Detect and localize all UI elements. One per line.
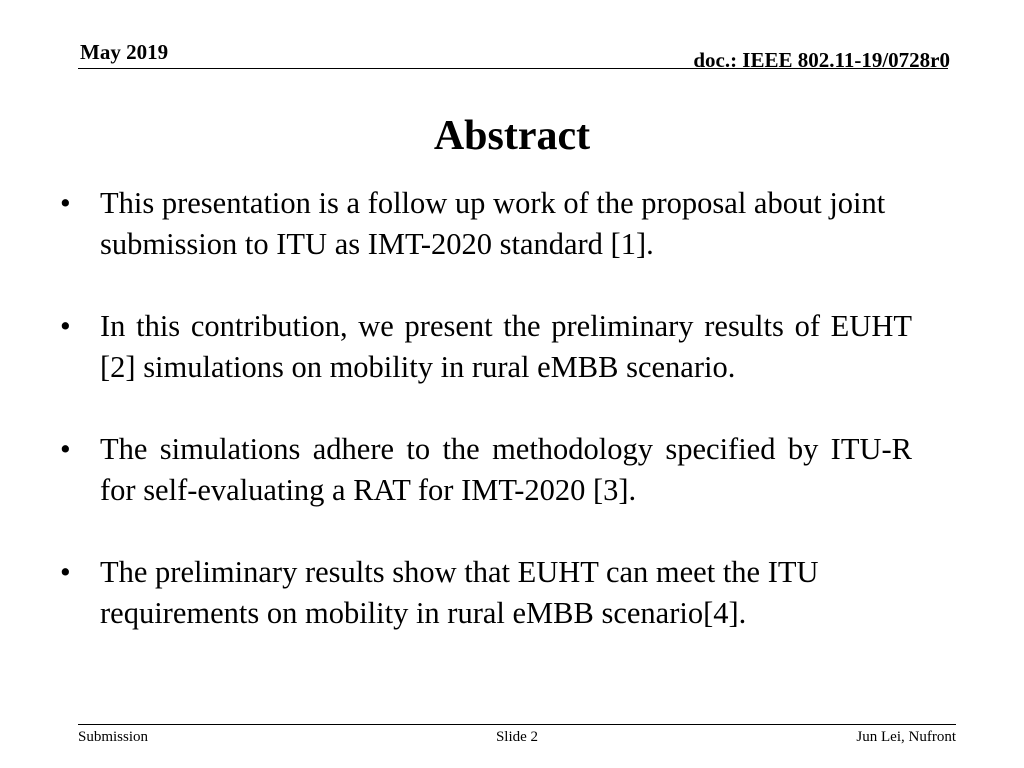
footer-author: Jun Lei, Nufront [856, 729, 956, 745]
header-divider [78, 68, 948, 69]
footer-submission: Submission [78, 729, 149, 745]
bullet-marker: • [60, 432, 71, 466]
bullet-text: The preliminary results show that EUHT can meet the ITU requirements on mobility in rural eMBB scenario[4]. [100, 555, 819, 630]
bullet-text: In this contribution, we present the preliminary results of EUHT [2] simulations on mobility in rural eMBB scenario. [100, 309, 912, 384]
footer-divider [78, 724, 956, 725]
bullet-marker: • [60, 309, 71, 343]
bullet-item [60, 183, 912, 264]
bullet-text: The simulations adhere to the methodology specified by ITU-R for self-evaluating a RAT for IMT-2020 [3]. [100, 432, 912, 507]
bullet-item [60, 552, 912, 633]
bullet-text: This presentation is a follow up work of the proposal about joint submission to ITU as IMT-2020 standard [1]. [100, 186, 886, 261]
slide-title: Abstract [433, 113, 591, 159]
header-doc-id: doc.: IEEE 802.11-19/0728r0 [693, 48, 950, 72]
footer-slide-number: Slide 2 [495, 729, 539, 745]
header-date: May 2019 [80, 40, 169, 64]
bullet-marker: • [60, 555, 71, 589]
bullet-list [60, 183, 912, 675]
bullet-item [60, 429, 912, 510]
bullet-marker: • [60, 186, 71, 220]
bullet-item [60, 306, 912, 387]
